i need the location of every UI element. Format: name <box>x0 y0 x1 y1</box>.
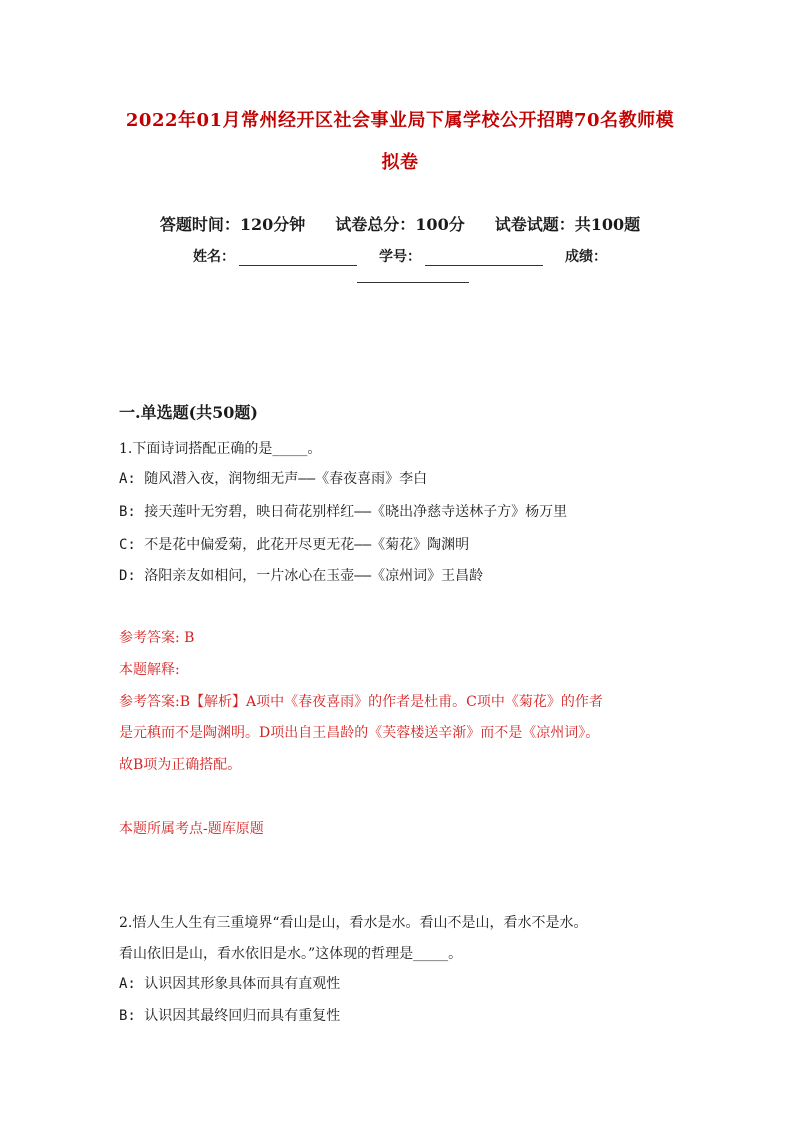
section-title: 一.单选题(共50题) <box>119 403 258 422</box>
q1-stem: 1.下面诗词搭配正确的是_____。 <box>119 441 322 457</box>
score-label: 成绩： <box>565 249 607 265</box>
q1-option-a[interactable]: A: 随风潜入夜，润物细无声——《春夜喜雨》李白 <box>119 471 428 487</box>
student-id-blank[interactable] <box>425 251 543 266</box>
q1-explain-line3: 故B项为正确搭配。 <box>119 757 242 773</box>
q1-option-d[interactable]: D: 洛阳亲友如相问，一片冰心在玉壶——《凉州词》王昌龄 <box>119 568 484 584</box>
student-id-label: 学号： <box>379 249 421 265</box>
q2-option-b[interactable]: B: 认识因其最终回归而具有重复性 <box>119 1008 341 1024</box>
score-blank[interactable] <box>357 282 469 283</box>
student-fields <box>100 246 700 266</box>
name-blank[interactable] <box>239 251 357 266</box>
q2-stem-line2: 看山依旧是山，看水依旧是水。”这体现的哲理是_____。 <box>119 946 463 962</box>
document-title-line1: 2022年01月常州经开区社会事业局下属学校公开招聘70名教师模 <box>125 110 675 131</box>
document-title-line2: 拟卷 <box>381 152 419 173</box>
q2-option-a[interactable]: A: 认识因其形象具体而具有直观性 <box>119 976 341 992</box>
q1-answer: 参考答案: B <box>119 630 195 646</box>
q1-option-b[interactable]: B: 接天莲叶无穷碧，映日荷花别样红——《晓出净慈寺送林子方》杨万里 <box>119 504 568 520</box>
q1-explain-line2: 是元稹而不是陶渊明。D项出自王昌龄的《芙蓉楼送辛渐》而不是《凉州词》。 <box>119 725 600 741</box>
exam-question-count: 试卷试题：共100题 <box>494 215 641 234</box>
q2-stem-line1: 2.悟人生人生有三重境界“看山是山，看水是水。看山不是山，看水不是水。 <box>119 915 588 931</box>
q1-option-c[interactable]: C: 不是花中偏爱菊，此花开尽更无花——《菊花》陶渊明 <box>119 537 470 553</box>
exam-info <box>100 212 700 235</box>
q1-explain-line1: 参考答案:B【解析】A项中《春夜喜雨》的作者是杜甫。C项中《菊花》的作者 <box>119 694 603 710</box>
score-field <box>565 246 607 266</box>
name-field <box>193 246 357 266</box>
student-id-field <box>379 246 543 266</box>
exam-time: 答题时间：120分钟 <box>159 215 306 234</box>
q1-explain-label: 本题解释: <box>119 662 180 678</box>
exam-total-score: 试卷总分：100分 <box>335 215 465 234</box>
name-label: 姓名： <box>193 249 235 265</box>
q1-topic: 本题所属考点-题库原题 <box>119 821 264 837</box>
